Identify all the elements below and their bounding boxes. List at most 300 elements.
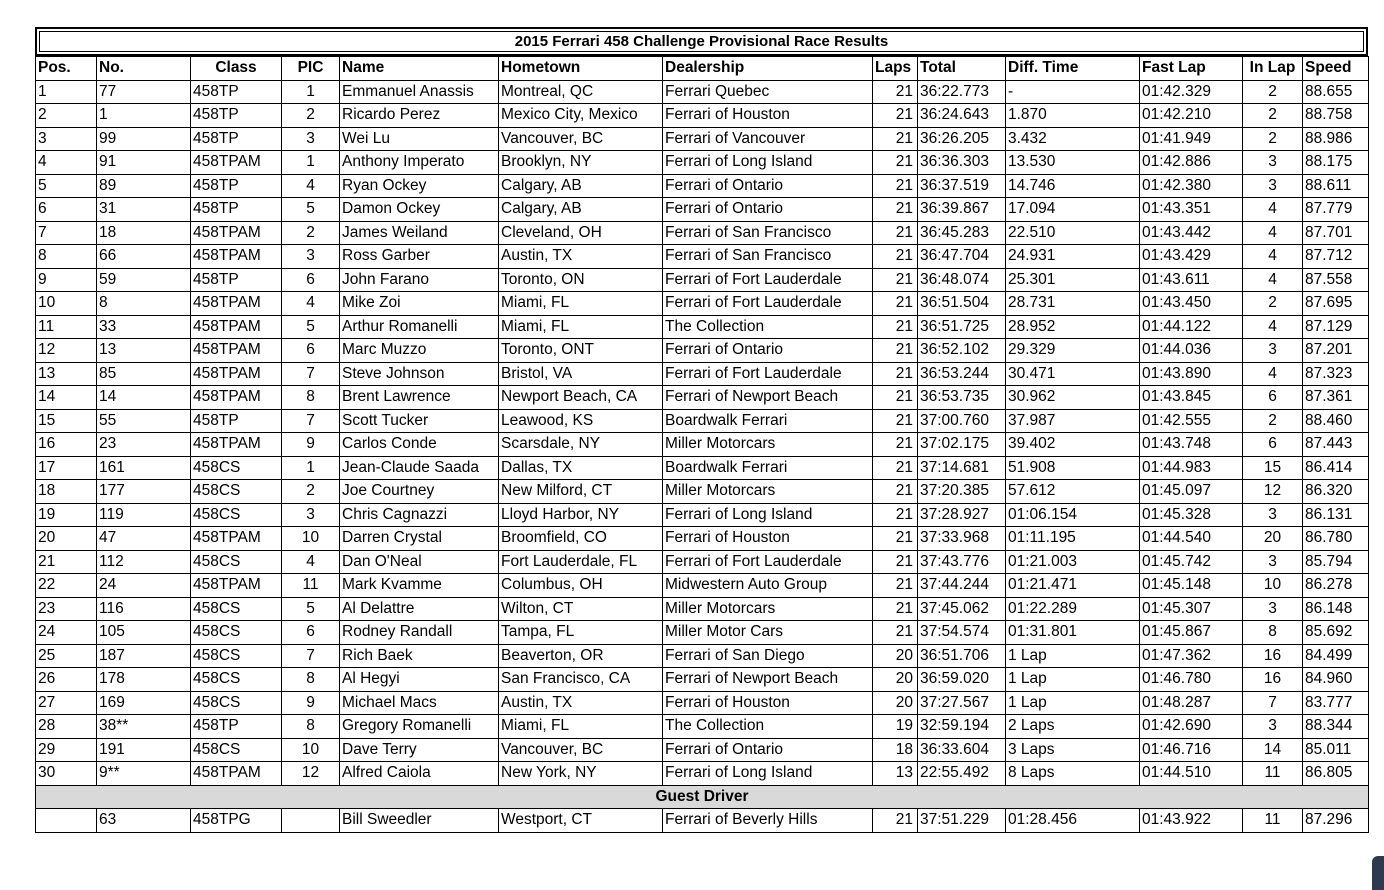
cell-hometown: Newport Beach, CA [499, 386, 663, 410]
cell-pos: 16 [36, 433, 97, 457]
header-pic: PIC [282, 57, 340, 81]
cell-dealership: Ferrari of San Francisco [663, 245, 873, 269]
cell-name: Chris Cagnazzi [340, 503, 499, 527]
cell-diff-time: 30.471 [1006, 362, 1140, 386]
cell-total: 36:39.867 [918, 198, 1006, 222]
cell-name: Brent Lawrence [340, 386, 499, 410]
cell-diff-time: 13.530 [1006, 151, 1140, 175]
cell-pic: 5 [282, 315, 340, 339]
cell-pic: 8 [282, 386, 340, 410]
cell-hometown: Austin, TX [499, 691, 663, 715]
cell-pos: 23 [36, 597, 97, 621]
cell-in-lap: 11 [1243, 762, 1303, 786]
cell-total: 37:45.062 [918, 597, 1006, 621]
header-laps: Laps [873, 57, 918, 81]
cell-total: 36:52.102 [918, 339, 1006, 363]
cell-hometown: Tampa, FL [499, 621, 663, 645]
cell-pos: 1 [36, 80, 97, 104]
table-row [36, 292, 1369, 316]
cell-name: Joe Courtney [340, 480, 499, 504]
cell-dealership: Ferrari of Long Island [663, 151, 873, 175]
cell-pic: 12 [282, 762, 340, 786]
cell-dealership: Ferrari of Fort Lauderdale [663, 268, 873, 292]
cell-dealership: Ferrari of Ontario [663, 198, 873, 222]
header-row [36, 57, 1369, 81]
table-row [36, 503, 1369, 527]
cell-laps: 21 [873, 198, 918, 222]
cell-class: 458CS [191, 644, 282, 668]
cell-name: Ricardo Perez [340, 104, 499, 128]
cell-no: 116 [97, 597, 191, 621]
cell-total: 36:47.704 [918, 245, 1006, 269]
cell-total: 37:54.574 [918, 621, 1006, 645]
results-sheet [35, 27, 1368, 833]
cell-fast-lap: 01:44.540 [1140, 527, 1243, 551]
cell-name: Mike Zoi [340, 292, 499, 316]
cell-diff-time: 30.962 [1006, 386, 1140, 410]
cell-speed: 87.323 [1303, 362, 1369, 386]
table-row [36, 339, 1369, 363]
cell-total: 22:55.492 [918, 762, 1006, 786]
cell-total: 37:51.229 [918, 809, 1006, 833]
cell-fast-lap: 01:42.210 [1140, 104, 1243, 128]
cell-pos [36, 809, 97, 833]
cell-no: 112 [97, 550, 191, 574]
cell-total: 36:36.303 [918, 151, 1006, 175]
cell-diff-time: 24.931 [1006, 245, 1140, 269]
cell-laps: 21 [873, 503, 918, 527]
cell-hometown: Calgary, AB [499, 174, 663, 198]
cell-total: 36:53.244 [918, 362, 1006, 386]
cell-no: 191 [97, 738, 191, 762]
cell-diff-time: 1.870 [1006, 104, 1140, 128]
cell-fast-lap: 01:42.690 [1140, 715, 1243, 739]
cell-name: Gregory Romanelli [340, 715, 499, 739]
cell-name: Dave Terry [340, 738, 499, 762]
table-row [36, 104, 1369, 128]
cell-diff-time: 01:21.471 [1006, 574, 1140, 598]
table-row [36, 174, 1369, 198]
cell-pic: 1 [282, 151, 340, 175]
cell-no: 89 [97, 174, 191, 198]
cell-total: 36:33.604 [918, 738, 1006, 762]
cell-name: Dan O'Neal [340, 550, 499, 574]
cell-laps: 21 [873, 456, 918, 480]
table-row [36, 127, 1369, 151]
cell-total: 37:33.968 [918, 527, 1006, 551]
header-in-lap: In Lap [1243, 57, 1303, 81]
cell-class: 458TP [191, 715, 282, 739]
cell-no: 119 [97, 503, 191, 527]
cell-pos: 30 [36, 762, 97, 786]
cell-pos: 15 [36, 409, 97, 433]
cell-pic: 8 [282, 668, 340, 692]
cell-diff-time: - [1006, 80, 1140, 104]
cell-hometown: Leawood, KS [499, 409, 663, 433]
cell-dealership: Ferrari of San Diego [663, 644, 873, 668]
cell-hometown: Wilton, CT [499, 597, 663, 621]
cell-speed: 87.701 [1303, 221, 1369, 245]
cell-pic: 7 [282, 409, 340, 433]
cell-name: Alfred Caiola [340, 762, 499, 786]
table-row [36, 738, 1369, 762]
cell-fast-lap: 01:45.148 [1140, 574, 1243, 598]
cell-hometown: Calgary, AB [499, 198, 663, 222]
cell-in-lap: 16 [1243, 644, 1303, 668]
cell-diff-time: 01:11.195 [1006, 527, 1140, 551]
cell-class: 458CS [191, 691, 282, 715]
table-row [36, 715, 1369, 739]
cell-pic: 10 [282, 527, 340, 551]
cell-name: Darren Crystal [340, 527, 499, 551]
cell-name: Bill Sweedler [340, 809, 499, 833]
cell-dealership: Miller Motorcars [663, 597, 873, 621]
cell-no: 8 [97, 292, 191, 316]
cell-class: 458CS [191, 550, 282, 574]
cell-fast-lap: 01:43.845 [1140, 386, 1243, 410]
cell-hometown: Toronto, ON [499, 268, 663, 292]
cell-diff-time: 3.432 [1006, 127, 1140, 151]
cell-diff-time: 28.731 [1006, 292, 1140, 316]
cell-total: 37:00.760 [918, 409, 1006, 433]
cell-laps: 18 [873, 738, 918, 762]
table-row [36, 245, 1369, 269]
cell-fast-lap: 01:42.329 [1140, 80, 1243, 104]
cell-speed: 86.131 [1303, 503, 1369, 527]
cell-laps: 21 [873, 574, 918, 598]
cell-dealership: The Collection [663, 715, 873, 739]
cell-in-lap: 3 [1243, 597, 1303, 621]
cell-dealership: Ferrari of Ontario [663, 738, 873, 762]
cell-total: 36:24.643 [918, 104, 1006, 128]
cell-dealership: Miller Motorcars [663, 480, 873, 504]
cell-fast-lap: 01:43.450 [1140, 292, 1243, 316]
cell-fast-lap: 01:46.780 [1140, 668, 1243, 692]
table-row [36, 433, 1369, 457]
cell-class: 458CS [191, 738, 282, 762]
cell-fast-lap: 01:43.442 [1140, 221, 1243, 245]
cell-total: 37:27.567 [918, 691, 1006, 715]
cell-laps: 21 [873, 386, 918, 410]
cell-no: 33 [97, 315, 191, 339]
cell-pos: 19 [36, 503, 97, 527]
cell-pic: 9 [282, 433, 340, 457]
cell-no: 77 [97, 80, 191, 104]
cell-pos: 13 [36, 362, 97, 386]
cell-diff-time: 01:21.003 [1006, 550, 1140, 574]
cell-speed: 88.758 [1303, 104, 1369, 128]
header-name: Name [340, 57, 499, 81]
cell-hometown: Vancouver, BC [499, 738, 663, 762]
cell-hometown: Westport, CT [499, 809, 663, 833]
cell-diff-time: 01:22.289 [1006, 597, 1140, 621]
cell-laps: 21 [873, 339, 918, 363]
cell-dealership: Ferrari of Newport Beach [663, 386, 873, 410]
cell-name: Carlos Conde [340, 433, 499, 457]
cell-class: 458CS [191, 480, 282, 504]
cell-hometown: Miami, FL [499, 292, 663, 316]
cell-pos: 28 [36, 715, 97, 739]
cell-class: 458TP [191, 127, 282, 151]
cell-class: 458TPAM [191, 574, 282, 598]
cell-diff-time: 28.952 [1006, 315, 1140, 339]
cell-diff-time: 1 Lap [1006, 691, 1140, 715]
cell-pic: 6 [282, 268, 340, 292]
cell-speed: 86.278 [1303, 574, 1369, 598]
cell-pic: 8 [282, 715, 340, 739]
cell-pic: 7 [282, 362, 340, 386]
cell-speed: 85.011 [1303, 738, 1369, 762]
cell-laps: 21 [873, 362, 918, 386]
cell-in-lap: 14 [1243, 738, 1303, 762]
cell-total: 36:51.725 [918, 315, 1006, 339]
cell-pos: 18 [36, 480, 97, 504]
cell-name: Rodney Randall [340, 621, 499, 645]
cell-laps: 21 [873, 174, 918, 198]
cell-pic: 4 [282, 174, 340, 198]
cell-dealership: Ferrari of Ontario [663, 174, 873, 198]
cell-pic: 2 [282, 104, 340, 128]
table-row [36, 621, 1369, 645]
cell-speed: 87.201 [1303, 339, 1369, 363]
cell-class: 458TPAM [191, 527, 282, 551]
table-row [36, 762, 1369, 786]
cell-class: 458TPAM [191, 433, 282, 457]
cell-dealership: Midwestern Auto Group [663, 574, 873, 598]
cell-total: 36:45.283 [918, 221, 1006, 245]
cell-name: Rich Baek [340, 644, 499, 668]
cell-total: 36:37.519 [918, 174, 1006, 198]
cell-fast-lap: 01:45.867 [1140, 621, 1243, 645]
cell-hometown: Cleveland, OH [499, 221, 663, 245]
cell-class: 458TPAM [191, 315, 282, 339]
cell-pos: 3 [36, 127, 97, 151]
cell-in-lap: 4 [1243, 221, 1303, 245]
cell-laps: 21 [873, 221, 918, 245]
cell-speed: 87.443 [1303, 433, 1369, 457]
cell-speed: 85.794 [1303, 550, 1369, 574]
table-row [36, 644, 1369, 668]
cell-speed: 84.960 [1303, 668, 1369, 692]
cell-in-lap: 12 [1243, 480, 1303, 504]
header-no: No. [97, 57, 191, 81]
cell-speed: 87.296 [1303, 809, 1369, 833]
cell-in-lap: 4 [1243, 362, 1303, 386]
cell-no: 31 [97, 198, 191, 222]
cell-dealership: Ferrari of Fort Lauderdale [663, 550, 873, 574]
table-row [36, 221, 1369, 245]
cell-speed: 88.175 [1303, 151, 1369, 175]
cell-pic: 2 [282, 221, 340, 245]
cell-fast-lap: 01:43.922 [1140, 809, 1243, 833]
cell-laps: 20 [873, 644, 918, 668]
cell-total: 36:48.074 [918, 268, 1006, 292]
cell-no: 38** [97, 715, 191, 739]
cell-fast-lap: 01:47.362 [1140, 644, 1243, 668]
cell-no: 187 [97, 644, 191, 668]
cell-dealership: Ferrari Quebec [663, 80, 873, 104]
cell-pic: 4 [282, 292, 340, 316]
cell-class: 458TP [191, 268, 282, 292]
cell-pos: 26 [36, 668, 97, 692]
cell-class: 458CS [191, 456, 282, 480]
cell-laps: 21 [873, 527, 918, 551]
cell-total: 36:51.706 [918, 644, 1006, 668]
table-row [36, 151, 1369, 175]
cell-fast-lap: 01:44.983 [1140, 456, 1243, 480]
cell-class: 458TPAM [191, 292, 282, 316]
cell-dealership: Ferrari of Newport Beach [663, 668, 873, 692]
cell-name: Anthony Imperato [340, 151, 499, 175]
cell-pos: 10 [36, 292, 97, 316]
cell-hometown: Miami, FL [499, 715, 663, 739]
cell-speed: 88.655 [1303, 80, 1369, 104]
cell-laps: 21 [873, 597, 918, 621]
cell-class: 458TPAM [191, 339, 282, 363]
cell-diff-time: 2 Laps [1006, 715, 1140, 739]
cell-in-lap: 2 [1243, 292, 1303, 316]
cell-speed: 86.414 [1303, 456, 1369, 480]
cell-no: 59 [97, 268, 191, 292]
cell-total: 32:59.194 [918, 715, 1006, 739]
cell-speed: 88.460 [1303, 409, 1369, 433]
cell-speed: 86.780 [1303, 527, 1369, 551]
cell-in-lap: 3 [1243, 151, 1303, 175]
cell-no: 178 [97, 668, 191, 692]
cell-class: 458CS [191, 503, 282, 527]
cell-total: 37:20.385 [918, 480, 1006, 504]
table-row [36, 80, 1369, 104]
cell-diff-time: 17.094 [1006, 198, 1140, 222]
cell-total: 37:28.927 [918, 503, 1006, 527]
page-title: 2015 Ferrari 458 Challenge Provisional Race Results [39, 31, 1364, 52]
cell-speed: 86.320 [1303, 480, 1369, 504]
cell-pic: 10 [282, 738, 340, 762]
results-body [36, 80, 1369, 785]
cell-diff-time: 25.301 [1006, 268, 1140, 292]
cell-pos: 8 [36, 245, 97, 269]
cell-dealership: Boardwalk Ferrari [663, 456, 873, 480]
cell-dealership: Ferrari of Fort Lauderdale [663, 362, 873, 386]
cell-pos: 17 [36, 456, 97, 480]
cell-in-lap: 3 [1243, 715, 1303, 739]
cell-hometown: Columbus, OH [499, 574, 663, 598]
cell-pic: 11 [282, 574, 340, 598]
cell-in-lap: 3 [1243, 174, 1303, 198]
cell-dealership: Ferrari of Houston [663, 691, 873, 715]
cell-diff-time: 14.746 [1006, 174, 1140, 198]
cell-speed: 86.805 [1303, 762, 1369, 786]
cell-speed: 88.611 [1303, 174, 1369, 198]
cell-pos: 21 [36, 550, 97, 574]
cell-pos: 14 [36, 386, 97, 410]
cell-pos: 25 [36, 644, 97, 668]
cell-fast-lap: 01:43.748 [1140, 433, 1243, 457]
cell-fast-lap: 01:45.307 [1140, 597, 1243, 621]
cell-speed: 88.344 [1303, 715, 1369, 739]
cell-diff-time: 57.612 [1006, 480, 1140, 504]
cell-in-lap: 2 [1243, 127, 1303, 151]
cell-in-lap: 4 [1243, 315, 1303, 339]
table-row [36, 268, 1369, 292]
cell-class: 458TP [191, 174, 282, 198]
cell-name: Marc Muzzo [340, 339, 499, 363]
cell-name: John Farano [340, 268, 499, 292]
cell-dealership: Ferrari of Long Island [663, 503, 873, 527]
cell-in-lap: 16 [1243, 668, 1303, 692]
corner-tab[interactable] [1372, 856, 1384, 890]
cell-laps: 21 [873, 127, 918, 151]
cell-fast-lap: 01:43.890 [1140, 362, 1243, 386]
cell-speed: 87.361 [1303, 386, 1369, 410]
cell-no: 47 [97, 527, 191, 551]
cell-pic: 3 [282, 245, 340, 269]
cell-name: James Weiland [340, 221, 499, 245]
cell-in-lap: 20 [1243, 527, 1303, 551]
cell-class: 458TPAM [191, 221, 282, 245]
cell-fast-lap: 01:46.716 [1140, 738, 1243, 762]
cell-name: Jean-Claude Saada [340, 456, 499, 480]
cell-pos: 29 [36, 738, 97, 762]
cell-dealership: Miller Motorcars [663, 433, 873, 457]
cell-fast-lap: 01:45.328 [1140, 503, 1243, 527]
cell-no: 23 [97, 433, 191, 457]
cell-in-lap: 15 [1243, 456, 1303, 480]
cell-name: Al Delattre [340, 597, 499, 621]
cell-speed: 87.129 [1303, 315, 1369, 339]
cell-dealership: Ferrari of Houston [663, 104, 873, 128]
cell-hometown: Brooklyn, NY [499, 151, 663, 175]
cell-diff-time: 3 Laps [1006, 738, 1140, 762]
cell-hometown: Vancouver, BC [499, 127, 663, 151]
cell-pic: 6 [282, 621, 340, 645]
cell-class: 458TP [191, 104, 282, 128]
cell-laps: 21 [873, 245, 918, 269]
cell-in-lap: 3 [1243, 503, 1303, 527]
cell-total: 36:26.205 [918, 127, 1006, 151]
cell-hometown: Mexico City, Mexico [499, 104, 663, 128]
header-pos: Pos. [36, 57, 97, 81]
cell-fast-lap: 01:45.097 [1140, 480, 1243, 504]
cell-total: 36:53.735 [918, 386, 1006, 410]
cell-dealership: Ferrari of Houston [663, 527, 873, 551]
guest-label-row [36, 785, 1369, 809]
table-row [36, 668, 1369, 692]
cell-dealership: Ferrari of Ontario [663, 339, 873, 363]
cell-diff-time: 01:31.801 [1006, 621, 1140, 645]
guest-section [36, 785, 1369, 832]
cell-pic [282, 809, 340, 833]
table-row [36, 597, 1369, 621]
cell-dealership: Ferrari of Beverly Hills [663, 809, 873, 833]
cell-speed: 84.499 [1303, 644, 1369, 668]
cell-class: 458CS [191, 597, 282, 621]
cell-in-lap: 2 [1243, 80, 1303, 104]
cell-class: 458TPG [191, 809, 282, 833]
cell-no: 66 [97, 245, 191, 269]
table-row [36, 480, 1369, 504]
cell-laps: 21 [873, 621, 918, 645]
cell-speed: 83.777 [1303, 691, 1369, 715]
cell-dealership: Ferrari of Vancouver [663, 127, 873, 151]
cell-class: 458CS [191, 621, 282, 645]
cell-in-lap: 11 [1243, 809, 1303, 833]
cell-diff-time: 37.987 [1006, 409, 1140, 433]
cell-class: 458TP [191, 409, 282, 433]
cell-fast-lap: 01:43.611 [1140, 268, 1243, 292]
cell-total: 37:14.681 [918, 456, 1006, 480]
cell-total: 36:59.020 [918, 668, 1006, 692]
